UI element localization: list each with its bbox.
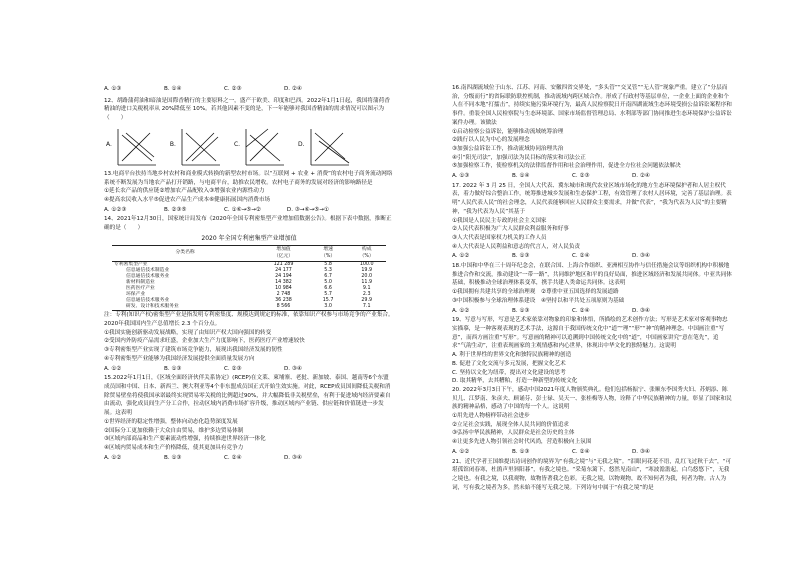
- patent-industry-table: [112, 245, 386, 311]
- option-d: D. ②④: [632, 173, 650, 180]
- option-c: C. ②③: [572, 173, 590, 180]
- supply-demand-graph-icon: [114, 127, 158, 167]
- graph-b-label: B.: [169, 140, 176, 148]
- table-cell: 29.9: [361, 298, 373, 304]
- option-c: C. ②③: [224, 86, 242, 92]
- table-cell: 36 238: [275, 298, 292, 304]
- q20-item: ①用先进人物榜样带动社会进步: [452, 413, 530, 420]
- table-cell: 11.9: [361, 279, 373, 285]
- option-d: D. ③④: [284, 365, 302, 372]
- option-a: A. ①②: [452, 448, 470, 455]
- q17-item: ②人民代表积极为广大人民群众利益服务和好事: [452, 226, 569, 233]
- table-cell: 2.3: [362, 292, 371, 298]
- q18-item: ①我国拥有共建共享的全球治理观: [452, 289, 536, 296]
- question-21: 21、近代学者王国维提出诗词创作的境界为“有我之境”与“无我之境”。“泪眼问花花不语，乱红飞过秋千去”，“可堪孤馆闭春寒，杜鹃声里斜阳暮”，有我之境也。“采菊东篱下，悠然见南山”，“寒波澹澹起，白鸟悠悠下”，无我之境也。有我之境，以我观物，故物皆著我之色彩。无我之境，以物观物，故不知何者为我，何者为物。古人为词，写有我之境者为多，然未始不能写无我之境。下列诗句中属于“有我之境”的是: [452, 458, 732, 491]
- table-cell: 环保产业: [126, 292, 146, 298]
- option-c: C. ②③: [224, 365, 242, 372]
- table-cell: 5.8: [324, 261, 332, 267]
- table-cell: 5.3: [324, 267, 332, 273]
- option-a: A. ①②③: [104, 206, 127, 213]
- q13-item: ①延长农产品的供应链②增加农产品配收入③增强农业内源性动力: [104, 188, 265, 195]
- table-cell: 3.0: [309, 304, 348, 311]
- table-header-cell: 增速 （%）: [309, 246, 348, 261]
- q17-item: ④人大代表是人民利益和意志的代言人，对人民负责: [452, 243, 581, 250]
- q18-item: ②尊重中亚五国选择的发展道路: [540, 289, 619, 296]
- q20-options: [452, 448, 732, 457]
- table-cell: 100.0: [359, 261, 374, 267]
- graph-c-label: C.: [233, 140, 241, 148]
- option-b: B. ①④: [512, 173, 530, 180]
- table-cell: 121 289: [273, 261, 294, 267]
- option-a: A. ①②: [452, 253, 470, 260]
- table-header-cell: 分类名称: [112, 246, 258, 261]
- q15-item: ③区域内部商品和生产要素流动性增强，持续推进世界经济一体化: [104, 436, 266, 443]
- q13-item: ④提高农民收入水平⑤促进农产品生产成本⑥健康拓展国内消费市场: [104, 196, 271, 203]
- option-d: D. ②④: [284, 86, 302, 92]
- graph-c: [234, 127, 286, 167]
- q14-item: ④专利密集型产业能够为我国经济发展提供全面质量发展方向: [104, 355, 255, 362]
- q14-options: [104, 365, 394, 374]
- table-header-cell: 构成 （%）: [347, 246, 386, 261]
- q19-item: B. 促进了文化交流与多元发展，把握文化艺术: [452, 360, 566, 367]
- table-cell: 15.7: [322, 298, 334, 304]
- table-cell: 7.1: [347, 304, 386, 311]
- right-column: [452, 84, 732, 492]
- option-b: B. ②③⑤: [164, 206, 187, 213]
- q16-item: ①启动检察公益诉讼，能够推动流域统筹治理: [452, 128, 564, 135]
- table-cell: 14 382: [275, 279, 292, 285]
- q14-item: ②受国内外防疫产品需求旺盛，企业加大生产力度影响下，医药医疗产业增速较快: [104, 338, 305, 345]
- q18-item: ④坚持以和平共处五项原则为基础: [540, 297, 625, 304]
- q15-options: [104, 454, 394, 463]
- table-row: [112, 304, 386, 311]
- question-18: 18.中国和中华在三十周年纪念会，在联合国、上海合作组织、亚洲相互协作与信任措施会议等组织机构中积极地推进合作和交流，推动建设“一带一路”，共同维护地区和平的良好局面，推进区域经济和发展共同体。中亚共同体基础，积极推动全球治理体系变革，携手共建人类命运共同体。这表明: [452, 263, 732, 287]
- table-cell: 研发、设计和技术服务业: [112, 304, 258, 311]
- q17-item: ①我国是人民民主专政的社会主义国家: [452, 217, 547, 224]
- option-d: D. ③④: [632, 307, 650, 314]
- option-b: B. ①③: [512, 253, 530, 260]
- q13-options: [104, 206, 394, 215]
- table-cell: 9.1: [362, 286, 371, 291]
- option-b: B. ①③: [164, 365, 182, 372]
- q20-item: ④让更多先进人物引领社会时代风尚，营造积极向上氛围: [452, 439, 592, 446]
- graph-a-label: A.: [106, 140, 112, 148]
- table-header-cell: 增加值 （亿元）: [258, 246, 309, 261]
- option-b: B. ①③: [512, 307, 530, 314]
- table-cell: 专利密集型产业: [114, 261, 148, 267]
- table-header-row: [112, 246, 386, 261]
- q14-item: ③专利密集型产业实现了建筑市场竞争能力，展现出我国经济发展的韧性: [104, 347, 283, 354]
- option-d: D. ③→⑥→⑤→①: [286, 206, 329, 213]
- q18-items-row: [452, 288, 732, 297]
- table-cell: 24 194: [275, 273, 292, 279]
- graph-a: [106, 127, 158, 167]
- q19-item: A. 利于世界性的世界文化和独特民族精神的创造: [452, 352, 572, 359]
- option-a: A. ①②: [104, 454, 122, 461]
- supply-demand-graph-icon: [178, 127, 222, 167]
- option-a: A. ①②: [452, 307, 470, 314]
- table-cell: 6.7: [324, 273, 332, 279]
- question-14: 14、2021年12月30日，国家统计局发布《2020年全国专利密集型产业增加值数据公告》。根据下表中数据，推断正确的是（ ）: [104, 216, 392, 232]
- q12-graphs: [106, 127, 394, 167]
- question-13: 13.电商平台扶持当地乡村农村和商业模式转换的新型农村市场。以“互联网 + 农业 + 消费”的农村电子商务流动网络系统不断发展为当地农产品打开销路，与电商平台，助推农民增收。农村电子商务的发展对经济的影响路径是: [104, 170, 393, 186]
- q17-options: [452, 252, 732, 261]
- option-c: C. ①⑥→⑤→②: [224, 206, 261, 213]
- table-cell: 24 177: [275, 267, 292, 273]
- option-b: B. ①③: [164, 454, 182, 461]
- table-body: [112, 261, 386, 311]
- option-d: D. ③④: [632, 253, 650, 260]
- q16-item: ⑤加强检察工作，使检察机关的法律监督作用和社会治理作用，促进全方位社会问题依法解决: [452, 163, 681, 170]
- table-cell: 新材料制造业: [126, 279, 155, 285]
- question-17: 17. 2022 年 3 月 25 日，全国人大代表、冀东城市和现代农业区域市场化的地方生态环境保护者和人居主权代表，着力做好综合整治工作，统筹推进城乡发展和生态保护工程，有效管理了农村人居环境，完善了基层治理。表明“人民代表人民”的社会理念，人民代表能够回应人民群众主要需求，并做“代表”，“我为代表为人民”的主要精神，“我为代表为人民”其基于: [452, 182, 732, 215]
- table-cell: 信息通信技术制造业: [126, 267, 170, 273]
- supply-demand-graph-icon: [242, 127, 286, 167]
- graph-d: [298, 127, 351, 167]
- option-c: C. ②④: [572, 307, 590, 314]
- question-20: 20. 2022年3月3日下午，感动中国2021年度人物颁奖典礼。他们包括杨振宁、张顺东李国秀夫妇、苏炳添、陈贝儿、江梦南、朱彦夫、顾诵芬、彭士禄、吴天一、张桂梅等人物，诠释了中华民族精神的力量，彰显了国家和民族的精神品格，感动了中国的每一个人。这说明: [452, 386, 732, 411]
- q16-options: [452, 172, 732, 181]
- question-12: 12、胡路蒲荷油和暗油是国際香精行的主要原料之一，盛产于欧美、印度和巴西。2022年1月1日起，我国将蒲荷香精油的进口关税税率从 20%降低至 10%。若其他因素不变的是，下一年能够对我国香精油的需求情况可以图示为（ ）: [104, 97, 390, 122]
- q20-item: ③弘扬中华民族精神，人民群众是社会历史的主体: [452, 430, 575, 437]
- option-d: D. ③④: [284, 454, 302, 461]
- option-a: A. ①②: [104, 365, 122, 372]
- question-16: 16.南四湖流域位于山东、江苏、河南、安徽四省交界处，“多头管”“交叉管”“无人管”现象严重。建立了“分层而治，分级而行”的省际联防联控机制，推动流域内跨区域合作。形成了行政村等基层单位，一企业上面的企业和个人在不同本地“打擂击”，持续实施污染环境行为，最高人民检察院日开南四湖流域生态环境受损公益诉讼案程序和事件。重装全国人民检察院与生态环境部、国家市场监督管理总局、水利部等部门协同推进生态环境保护公益诉讼案件办理。该做法: [452, 85, 732, 126]
- question-19: 19、写意与写形，写意是艺术家依靠对物象的印象和体悟，所描绘的艺术创作方法；写形是艺术家对客观事物忠实描摹，是一种客观表现的艺术手法，这源自于我国传统文化中“道”“理”“形”“神”的精神理念。中国画注重“写意”，而西方画注重“写形”。写意画的精神可以追溯到中国传统文化中的“道”，中国画家讲究“意在笔先”，追求“气韵生动”，注重表现画家的主观情感和内心世界，体现出中华文化的独特魅力。这说明: [452, 317, 728, 350]
- graph-d-label: D.: [298, 140, 305, 148]
- table-cell: 5.7: [324, 292, 332, 298]
- table-cell: 医药医疗产业: [126, 286, 155, 291]
- q15-item: ①世界经济的稳定性增强，整体向动态化趋势深度发展: [104, 418, 238, 425]
- question-15: 15.2022年1月1日，《区域全面经济伙伴关系协定》(RCEP)在文莱、柬埔寨、老挝、新加坡、泰国、越南等6个东盟成员国和中国、日本、新西兰、澳大利亚等4个非东盟成员国正式开始生效实施。对此，RCEP成员国间降低关税和消除贸易壁垒将使我国承诺最终实现贸易零关税的比例超过90%，并大幅降低非关税壁垒，有利于促进域内经济要素自由流动，强化成员间生产分工合作，拉动区域内消费市场扩容升级，推动区域内产业链、供应链和价值链进一步发展。这表明: [104, 375, 391, 417]
- option-c: C. ②④: [224, 454, 242, 461]
- table-cell: 20.0: [361, 273, 373, 279]
- q15-item: ④区域内贸易成本和生产价格降低，使其更加具有竞争力: [104, 444, 244, 451]
- left-column: [104, 84, 394, 463]
- q18-item: ③中国积极参与全球治理体系建设: [452, 297, 536, 304]
- graph-b: [170, 127, 222, 167]
- q18-options: [452, 307, 732, 316]
- table-cell: 2 748: [276, 292, 291, 298]
- q18-items-row: [452, 297, 732, 306]
- option-b: B. ①③: [512, 448, 530, 455]
- q20-item: ②立足社会实践，展现全体人民共同的价值追求: [452, 421, 569, 428]
- q16-item: ②践行以人民为中心的发展理念: [452, 137, 530, 144]
- table-cell: 8 566: [258, 304, 309, 311]
- table-cell: 19.9: [361, 267, 373, 273]
- supply-demand-graph-icon: [307, 127, 351, 167]
- q17-item: ③人大代表是国家权力机关的工作人员: [452, 234, 547, 241]
- q15-item: ②国际分工更加依赖于大众自由贸易，维护多边贸易体制: [104, 427, 244, 434]
- table-cell: 信息通信技术服务业: [126, 298, 170, 304]
- q19-item: D. 取其精华，去其糟粕，打造一种新型的传统文化: [452, 378, 578, 385]
- option-c: C. ②④: [572, 253, 590, 260]
- top-options: [104, 85, 394, 94]
- q19-item: C. 坚持以文化为纽带，提出对文化建设的思考: [452, 369, 566, 376]
- option-c: C. ②④: [572, 448, 590, 455]
- table-cell: 6.6: [324, 286, 332, 291]
- option-a: A. ①③: [452, 173, 470, 180]
- q16-item: ④引“阳光司法”，加强司法为民目标的落实和司法公正: [452, 154, 586, 161]
- option-d: D. ③④: [632, 448, 650, 455]
- q14-item: ①我国实施创新驱动发展战略，实现了由知识产权大国向强国的转变: [104, 329, 272, 336]
- table-title: 2020 年全国专利密集型产业增加值: [201, 234, 297, 242]
- table-cell: 10 984: [275, 286, 292, 291]
- table-row: [112, 261, 386, 268]
- q14-note: 注：专利(知识产权)密集型产业是指发明专利密集度、规模达到规定的标准，依靠知识产权参与市场竞争的产业集合。2020年我国国内生产总值增长 2.3 个百分点。: [104, 312, 394, 328]
- option-a: A. ①③: [104, 86, 122, 92]
- table-cell: 5.0: [324, 279, 332, 285]
- option-b: B. ①④: [164, 86, 182, 92]
- q16-item: ③加强公益诉讼工作，推动流域协同治理共治: [452, 145, 564, 152]
- table-cell: 信息通信技术服务业: [126, 273, 170, 279]
